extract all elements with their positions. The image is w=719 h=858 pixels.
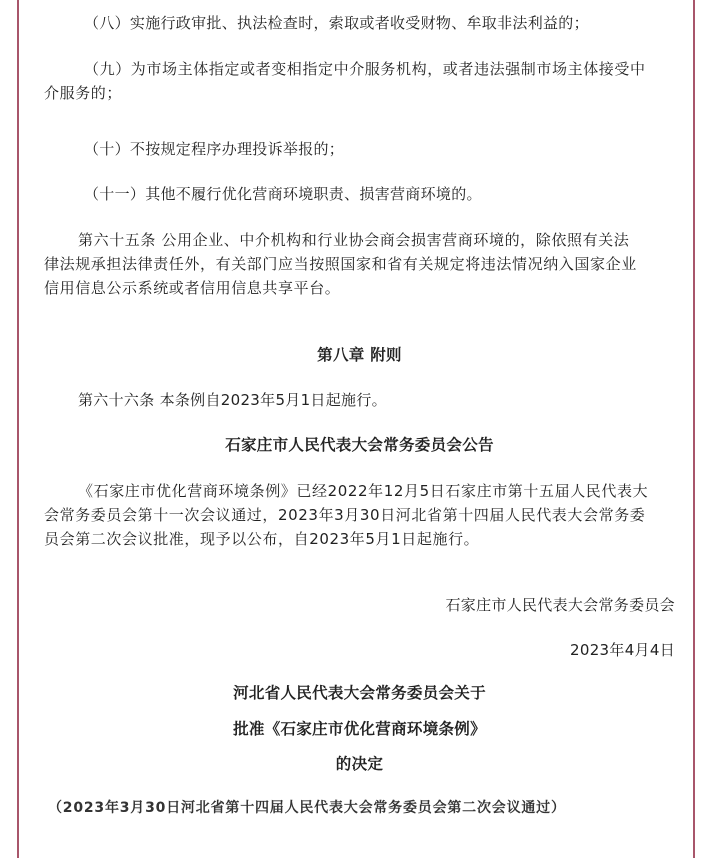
- decision-title-line1: 河北省人民代表大会常务委员会关于: [233, 684, 486, 702]
- announcement-signature: 石家庄市人民代表大会常务委员会: [445, 596, 675, 614]
- chapter-8-heading: 第八章 附则: [317, 346, 402, 364]
- item-nine-line2: 介服务的；: [44, 84, 123, 102]
- announcement-body: [44, 479, 675, 551]
- article-65-line1: 第六十五条 公用企业、中介机构和行业协会商会损害营商环境的，除依照有关法: [78, 231, 630, 249]
- item-eleven: （十一）其他不履行优化营商环境职责、损害营商环境的。: [84, 185, 482, 203]
- item-eight: （八）实施行政审批、执法检查时，索取或者收受财物、牟取非法利益的；: [84, 14, 589, 32]
- announcement-line3: 员会第二次会议批准，现予以公布，自2023年5月1日起施行。: [44, 530, 480, 548]
- article-65-line3: 信用信息公示系统或者信用信息共享平台。: [44, 279, 341, 297]
- announcement-date: 2023年4月4日: [570, 641, 675, 659]
- article-65-line2: 律法规承担法律责任外，有关部门应当按照国家和省有关规定将违法情况纳入国家企业: [44, 255, 637, 273]
- item-nine-line1: （九）为市场主体指定或者变相指定中介服务机构，或者违法强制市场主体接受中: [84, 60, 646, 78]
- decision-note: （2023年3月30日河北省第十四届人民代表大会常务委员会第二次会议通过）: [48, 800, 566, 816]
- article-65: [44, 228, 675, 300]
- announcement-line2: 会常务委员会第十一次会议通过，2023年3月30日河北省第十四届人民代表大会常务委: [44, 506, 646, 524]
- announcement-line1: 《石家庄市优化营商环境条例》已经2022年12月5日石家庄市第十五届人民代表大: [78, 482, 649, 500]
- decision-title-line2: 批准《石家庄市优化营商环境条例》: [233, 720, 486, 738]
- item-nine: [44, 57, 675, 105]
- item-ten: （十）不按规定程序办理投诉举报的；: [84, 140, 345, 158]
- decision-title-line3: 的决定: [335, 755, 384, 773]
- article-66: 第六十六条 本条例自2023年5月1日起施行。: [78, 391, 387, 409]
- announcement-title: 石家庄市人民代表大会常务委员会公告: [225, 436, 494, 454]
